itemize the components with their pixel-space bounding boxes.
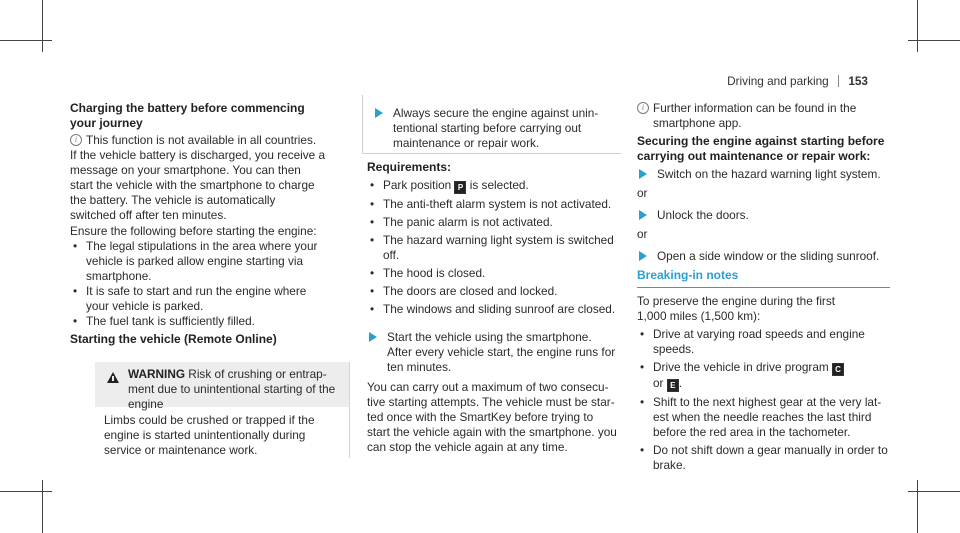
text-line: tentional starting before carrying out [393, 121, 582, 135]
action-step [637, 167, 899, 182]
text-span: is selected. [466, 178, 529, 192]
text-line: start the vehicle again with the smartphone. you [367, 425, 617, 439]
section-name: Driving and parking [727, 74, 829, 88]
ensure-text: Ensure the following before starting the engine: [70, 224, 317, 238]
section-title: Breaking-in notes [637, 268, 739, 282]
heading-starting: Starting the vehicle (Remote Online) [70, 332, 277, 346]
text-line: brake. [653, 458, 686, 472]
text-line: 1,000 miles (1,500 km): [637, 309, 761, 323]
list-item [637, 327, 899, 357]
crop-mark [917, 0, 918, 52]
warning-body [104, 413, 344, 458]
arrow-icon [639, 251, 647, 261]
note-box [362, 95, 621, 154]
text-line: Limbs could be crushed or trapped if the [104, 413, 315, 427]
list-item [367, 284, 629, 299]
note-step [373, 106, 621, 151]
paragraph [367, 380, 629, 455]
list-item [70, 239, 352, 284]
warning-border [349, 362, 350, 458]
text-line: • The windows and sliding sunroof are closed. [383, 302, 616, 316]
text-line: • The hazard warning light system is switched [383, 233, 614, 247]
or-text: or [637, 186, 648, 200]
section-rule [637, 287, 890, 288]
text-line: Unlock the doors. [657, 208, 749, 222]
page-number: 153 [848, 74, 868, 88]
text-line: • The hood is closed. [383, 266, 486, 280]
info-icon: i [70, 134, 82, 146]
crop-mark [42, 480, 43, 533]
text-span: Park position [383, 178, 455, 192]
text-line: the battery. The vehicle is automatically [70, 193, 276, 207]
text-line: switched off after ten minutes. [70, 208, 227, 222]
arrow-icon [639, 169, 647, 179]
text-line: service or maintenance work. [104, 443, 258, 457]
list-item [367, 215, 629, 230]
text-line: You can carry out a maximum of two consecu- [367, 380, 609, 394]
text-line: • The doors are closed and locked. [383, 284, 558, 298]
arrow-icon [375, 108, 383, 118]
text-line: before the red area in the tachometer. [653, 425, 851, 439]
section-breaking-in [637, 268, 890, 288]
list-item [367, 197, 629, 212]
text-line: Open a side window or the sliding sunroof. [657, 249, 880, 263]
text-line: • It is safe to start and run the engine where [86, 284, 307, 298]
text-line: • Do not shift down a gear manually in order to [653, 443, 888, 457]
requirements-heading: Requirements: [367, 160, 452, 174]
crop-mark [908, 491, 960, 492]
text-line: Switch on the hazard warning light system. [657, 167, 881, 181]
text-span: or [653, 376, 667, 390]
text-span: Drive the vehicle in drive program [653, 360, 832, 374]
drive-program-e-symbol: E [667, 379, 679, 392]
info-icon: i [637, 102, 649, 114]
text-line: After every vehicle start, the engine runs for [387, 345, 616, 359]
crop-mark [0, 491, 52, 492]
arrow-icon [369, 332, 377, 342]
text-line: speeds. [653, 342, 695, 356]
heading-charging-cont: your journey [70, 116, 143, 130]
text-line: If the vehicle battery is discharged, you receive a [70, 148, 326, 162]
list-item [367, 233, 629, 263]
list-item [637, 443, 899, 473]
text-line: • The legal stipulations in the area where your [86, 239, 318, 253]
warning-text [128, 367, 350, 412]
arrow-icon [639, 210, 647, 220]
text-line: Further information can be found in the [653, 101, 857, 115]
heading-charging: Charging the battery before commencing [70, 101, 305, 115]
list-item [70, 314, 352, 329]
text-line: • The fuel tank is sufficiently filled. [86, 314, 255, 328]
paragraph [70, 148, 352, 223]
text-span: . [678, 376, 683, 390]
text-line: Risk of crushing or entrap- [188, 367, 327, 381]
text-line: ten minutes. [387, 360, 452, 374]
list-item [637, 395, 899, 440]
text-line: To preserve the engine during the first [637, 294, 836, 308]
text-line: carrying out maintenance or repair work: [637, 149, 871, 163]
crop-mark [917, 480, 918, 533]
park-position-symbol: P [454, 181, 466, 194]
text-line: engine [128, 397, 164, 411]
info-note [70, 133, 352, 148]
crop-mark [908, 40, 960, 41]
column-2 [367, 160, 629, 455]
text-line: Always secure the engine against unin- [393, 106, 599, 120]
text-line: • Shift to the next highest gear at the very lat- [653, 395, 882, 409]
list-item [367, 178, 629, 194]
text-line: off. [383, 248, 400, 262]
column-1 [70, 101, 352, 347]
column-3 [637, 101, 899, 264]
list-item [637, 360, 899, 392]
action-step [637, 208, 899, 223]
text-line: can stop the vehicle again at any time. [367, 440, 568, 454]
action-step [637, 249, 899, 264]
text-line: your vehicle is parked. [86, 299, 204, 313]
intro [637, 294, 899, 324]
securing-heading [637, 134, 899, 164]
breaking-in-body [637, 294, 899, 473]
list-item [70, 284, 352, 314]
text-line: • The anti-theft alarm system is not activated. [383, 197, 612, 211]
text-line: • Drive at varying road speeds and engine [653, 327, 865, 341]
or-text: or [637, 227, 648, 241]
text-line: tive starting attempts. The vehicle must be star- [367, 395, 615, 409]
text-line: ted once with the SmartKey before trying to [367, 410, 594, 424]
text-line: vehicle is parked allow engine starting via [86, 254, 304, 268]
text-line: est when the needle reaches the last third [653, 410, 872, 424]
warning-icon-mark [112, 376, 114, 381]
crop-mark [0, 40, 52, 41]
warning-box [95, 362, 349, 411]
text-line: • The panic alarm is not activated. [383, 215, 553, 229]
text-line: maintenance or repair work. [393, 136, 540, 150]
list-item [367, 302, 629, 317]
list-item [367, 266, 629, 281]
text-line: smartphone. [86, 269, 152, 283]
info-note [637, 101, 899, 131]
divider [838, 75, 839, 87]
text-line: start the vehicle with the smartphone to charge [70, 178, 315, 192]
info-text: This function is not available in all countries. [86, 133, 317, 147]
crop-mark [42, 0, 43, 52]
text-line: smartphone app. [653, 116, 742, 130]
running-header [727, 74, 868, 89]
text-line: engine is started unintentionally during [104, 428, 306, 442]
drive-program-c-symbol: C [832, 363, 844, 376]
text-line: Securing the engine against starting before [637, 134, 885, 148]
text-line: message on your smartphone. You can then [70, 163, 301, 177]
text-line: Start the vehicle using the smartphone. [387, 330, 592, 344]
text-line: ment due to unintentional starting of the [128, 382, 336, 396]
warning-label: WARNING [128, 367, 186, 381]
action-step [367, 330, 629, 375]
